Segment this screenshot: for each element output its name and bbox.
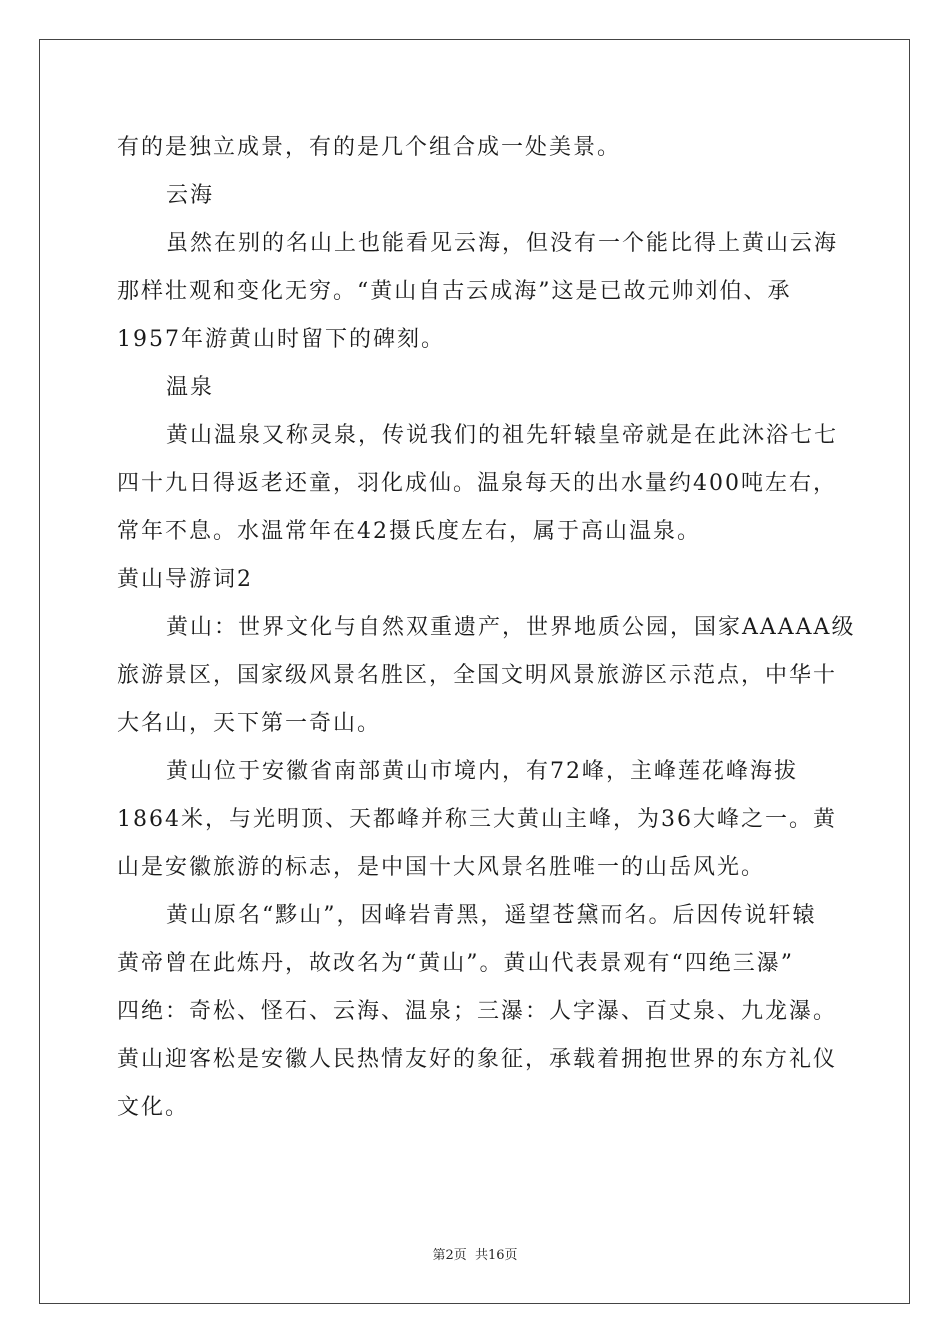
page-total: 共16页 — [474, 1248, 518, 1263]
text-line: 旅游景区，国家级风景名胜区，全国文明风景旅游区示范点，中华十 — [117, 663, 838, 688]
text-line: 黄山位于安徽省南部黄山市境内，有72峰，主峰莲花峰海拔 — [166, 759, 798, 784]
text-line: 黄山温泉又称灵泉，传说我们的祖先轩辕皇帝就是在此沐浴七七 — [166, 423, 839, 448]
text-line: 黄山原名“黟山”，因峰岩青黑，遥望苍黛而名。后因传说轩辕 — [166, 903, 817, 928]
text-line: 大名山，天下第一奇山。 — [117, 711, 382, 736]
text-line: 温泉 — [166, 375, 215, 400]
text-line: 云海 — [166, 183, 215, 208]
text-line: 四十九日得返老还童，羽化成仙。温泉每天的出水量约400吨左右， — [117, 471, 837, 496]
text-line: 文化。 — [117, 1095, 190, 1120]
document-body — [117, 124, 856, 1132]
text-line: 有的是独立成景，有的是几个组合成一处美景。 — [117, 135, 622, 160]
text-line: 黄山：世界文化与自然双重遗产，世界地质公园，国家AAAAA级 — [166, 615, 856, 640]
text-line: 1864米，与光明顶、天都峰并称三大黄山主峰，为36大峰之一。黄 — [117, 807, 837, 832]
text-line: 那样壮观和变化无穷。“黄山自古云成海”这是已故元帅刘伯、承 — [117, 279, 792, 304]
text-line: 1957年游黄山时留下的碑刻。 — [117, 327, 445, 352]
page-footer — [0, 1244, 950, 1263]
text-line: 虽然在别的名山上也能看见云海，但没有一个能比得上黄山云海 — [166, 231, 839, 256]
text-line: 黄帝曾在此炼丹，故改名为“黄山”。黄山代表景观有“四绝三瀑” — [117, 951, 794, 976]
text-line: 黄山迎客松是安徽人民热情友好的象征，承载着拥抱世界的东方礼仪 — [117, 1047, 838, 1072]
page-number: 第2页 — [432, 1248, 467, 1263]
text-line: 常年不息。水温常年在42摄氏度左右，属于高山温泉。 — [117, 519, 701, 544]
text-line: 四绝：奇松、怪石、云海、温泉；三瀑：人字瀑、百丈泉、九龙瀑。 — [117, 999, 838, 1024]
text-line: 黄山导游词2 — [117, 567, 253, 592]
text-line: 山是安徽旅游的标志，是中国十大风景名胜唯一的山岳风光。 — [117, 855, 766, 880]
